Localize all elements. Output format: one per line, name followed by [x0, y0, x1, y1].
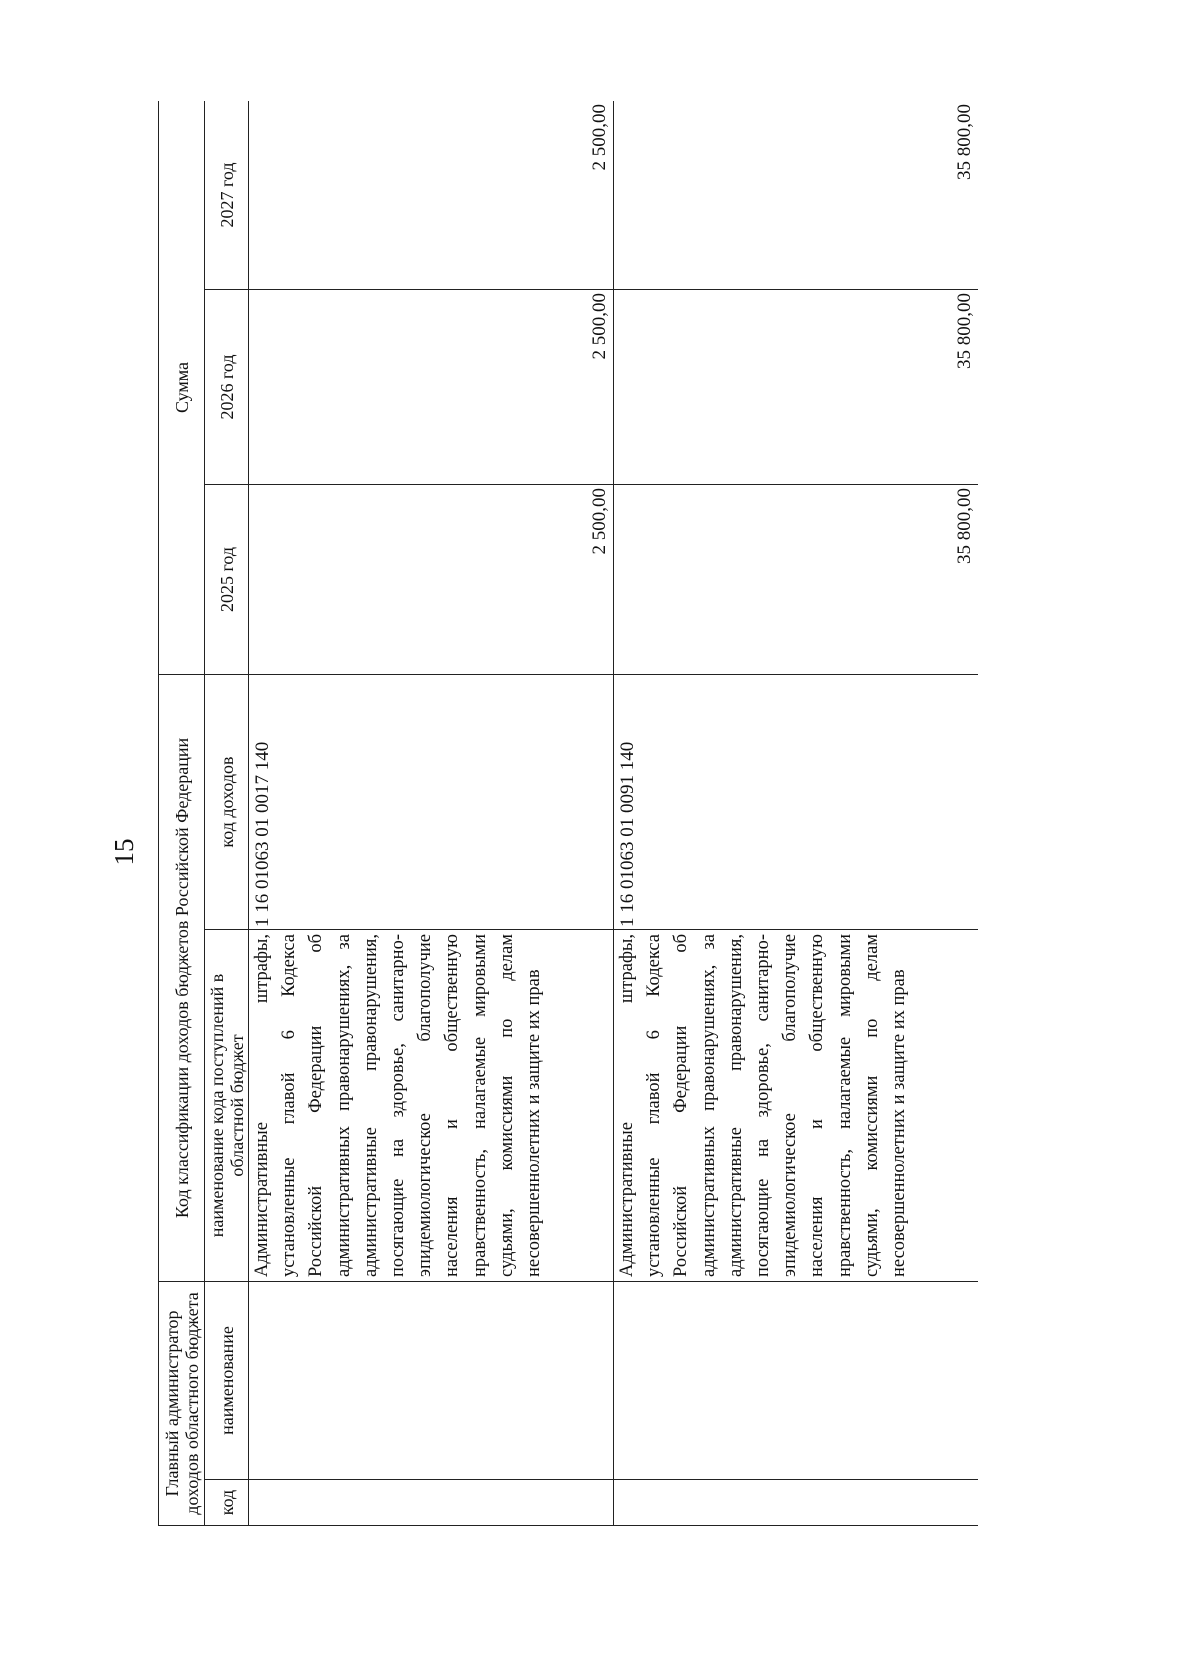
admin-name-header: наименование — [205, 1282, 249, 1480]
income-name-header: наименование кода поступлений в областной бюджет — [205, 930, 249, 1282]
table-row — [614, 101, 979, 1526]
admin-name-cell — [614, 1282, 979, 1480]
sum-group-header: Сумма — [159, 101, 205, 675]
year-2027-header: 2027 год — [205, 101, 249, 290]
income-code-cell: 1 16 01063 01 0017 140 — [249, 675, 614, 930]
header-row-1 — [159, 101, 205, 1526]
admin-code-cell — [249, 1480, 614, 1526]
sum-2027-cell: 35 800,00 — [614, 101, 979, 290]
rotated-table-frame — [158, 101, 978, 1526]
year-2025-header: 2025 год — [205, 485, 249, 675]
income-code-header: код доходов — [205, 675, 249, 930]
income-name-cell: Административные штрафы, установленные главой 6 Кодекса Российской Федерации об административных правонарушениях, за административные правонарушения, посягающие на здоровье, санитарно-эпидемиологическое благополучие населения и общественную нравственность, налагаемые мировыми судьями, комиссиями по делам несовершеннолетних и защите их прав — [614, 930, 979, 1282]
sum-2025-cell: 2 500,00 — [249, 485, 614, 675]
table-row — [249, 101, 614, 1526]
page-number: 15 — [109, 838, 139, 866]
income-code-cell: 1 16 01063 01 0091 140 — [614, 675, 979, 930]
year-2026-header: 2026 год — [205, 290, 249, 485]
admin-name-cell — [249, 1282, 614, 1480]
admin-code-header: код — [205, 1480, 249, 1526]
admin-group-header: Главный администратор доходов областного бюджета — [159, 1282, 205, 1526]
classification-group-header: Код классификации доходов бюджетов Российской Федерации — [159, 675, 205, 1282]
admin-code-cell — [614, 1480, 979, 1526]
revenue-table-container — [158, 101, 978, 1526]
sum-2026-cell: 2 500,00 — [249, 290, 614, 485]
revenue-classification-table — [158, 101, 978, 1526]
sum-2027-cell: 2 500,00 — [249, 101, 614, 290]
sum-2025-cell: 35 800,00 — [614, 485, 979, 675]
income-name-cell: Административные штрафы, установленные главой 6 Кодекса Российской Федерации об административных правонарушениях, за административные правонарушения, посягающие на здоровье, санитарно-эпидемиологическое благополучие населения и общественную нравственность, налагаемые мировыми судьями, комиссиями по делам несовершеннолетних и защите их прав — [249, 930, 614, 1282]
sum-2026-cell: 35 800,00 — [614, 290, 979, 485]
header-row-2 — [205, 101, 249, 1526]
